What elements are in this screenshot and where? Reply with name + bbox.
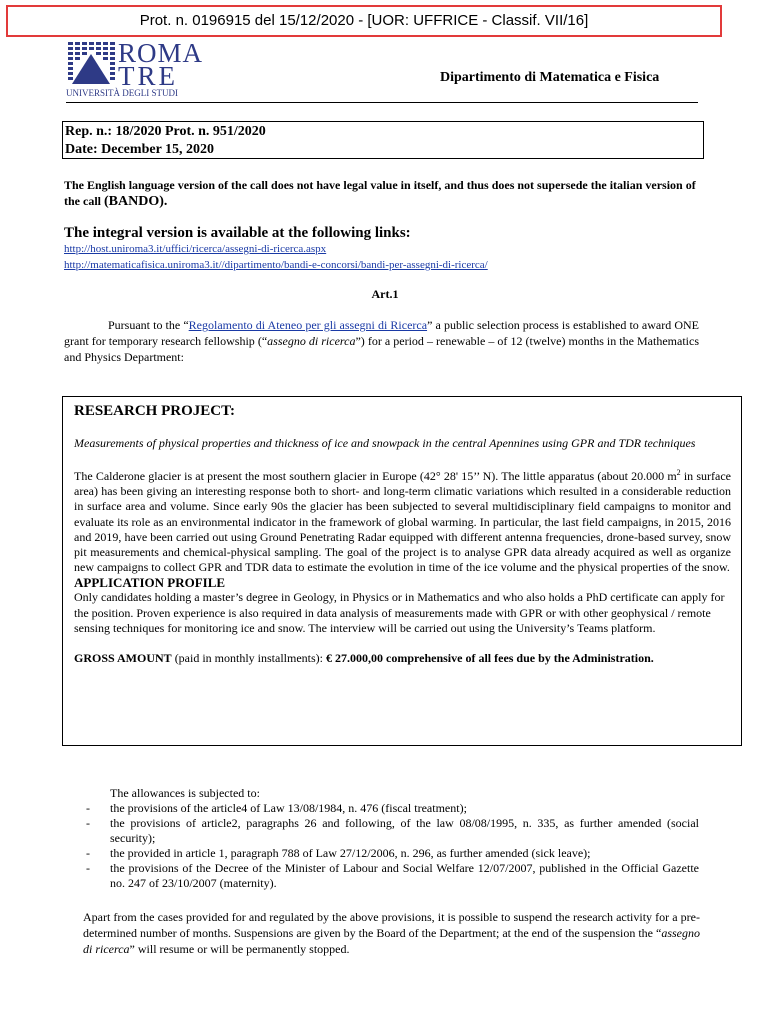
- legal-note-text: The English language version of the call does not have legal value in itself, and thus does not supersede the italian version of the call: [64, 178, 696, 208]
- integral-version-heading: The integral version is available at the following links:: [64, 225, 411, 241]
- legal-note: [64, 177, 704, 210]
- list-item: - the provided in article 1, paragraph 788 of Law 27/12/2006, n. 296, as further amended (sick leave);: [86, 846, 591, 860]
- research-body-pre: The Calderone glacier is at present the most southern glacier in Europe (42° 28' 15’’ N). The little apparatus (about 20.000 m: [74, 469, 677, 483]
- list-item: - the provisions of the Decree of the Minister of Labour and Social Welfare 12/07/2007, published in the Official Gazette no. 247 of 23/10/2007 (maternity).: [86, 861, 699, 890]
- reference-box: [62, 121, 704, 159]
- gross-value: € 27.000,00 comprehensive of all fees due by the Administration.: [326, 651, 654, 666]
- application-profile-body: Only candidates holding a master’s degree in Geology, in Physics or in Mathematics and who also holds a PhD certificate can apply for the position. Proven experience is also required in data analysis of measurements made with GPR or with other geophysical / remote sensing techniques for monitoring ice and snow. The interview will be carried out using the University’s Teams platform.: [74, 590, 725, 635]
- intro-pre: Pursuant to the “: [108, 318, 189, 332]
- legal-note-bando: (BANDO).: [104, 194, 168, 209]
- department-name: Dipartimento di Matematica e Fisica: [440, 70, 660, 85]
- intro-post: ”) for a period – renewable – of 12 (twelve) months in the Mathematics and Physics Department:: [64, 334, 699, 364]
- final-pre: Apart from the cases provided for and regulated by the above provisions, it is possible to suspend the research activity for a pre-determined number of months. Suspensions are given by the Board of the Department; at the end of the suspension the “: [83, 910, 700, 940]
- list-item-text: the provided in article 1, paragraph 788 of Law 27/12/2006, n. 296, as further amended (sick leave);: [110, 846, 591, 860]
- list-item-text: the provisions of the article4 of Law 13/08/1984, n. 476 (fiscal treatment);: [110, 801, 467, 815]
- logo-text-tre: TRE: [118, 61, 178, 91]
- final-post: ” will resume or will be permanently stopped.: [129, 942, 350, 956]
- gross-amount: [74, 650, 731, 666]
- regolamento-link[interactable]: Regolamento di Ateneo per gli assegni di Ricerca: [188, 318, 428, 332]
- rep-number: Rep. n.: 18/2020 Prot. n. 951/2020: [65, 124, 266, 139]
- list-item: - the provisions of article2, paragraphs 26 and following, of the law 08/08/1995, n. 335, as further amended (social security);: [86, 816, 699, 845]
- research-body-sup: 2: [676, 468, 681, 477]
- protocol-stamp-text: Prot. n. 0196915 del 15/12/2020 - [UOR: UFFRICE - Classif. VII/16]: [139, 12, 589, 29]
- link-dipartimento[interactable]: http://matematicafisica.uniroma3.it//dipartimento/bandi-e-concorsi/bandi-per-assegni-di-ricerca/: [64, 259, 488, 271]
- research-project-box: [62, 396, 742, 746]
- protocol-stamp: [6, 5, 722, 37]
- final-italic: assegno di ricerca: [83, 926, 700, 956]
- list-item-text: the provisions of the Decree of the Minister of Labour and Social Welfare 12/07/2007, published in the Official Gazette no. 247 of 23/10/2007 (maternity).: [110, 861, 699, 890]
- research-body-post: in surface area) has been giving an interesting response both to short- and long-term climatic variations which resulted in a considerable reduction in surface area and volume. Since early 90s the glacier has been subjected to several multidisciplinary field campaigns to monitor and evaluate its role as an environmental indicator in the framework of global warming. In particular, the last field campaigns, in 2015, 2016 and 2019, have been carried out using Ground Penetrating Radar equipped with different antenna frequencies, drone-based survey, snow pit measurements and chemical-physical sampling. The goal of the project is to analyse GPR data already acquired as well as organize new campaigns to collect GPR and TDR data to estimate the evolution in time of the ice volume and the physical properties of the snow.: [74, 469, 731, 575]
- list-item-text: the provisions of article2, paragraphs 26 and following, of the law 08/08/1995, n. 335, as further amended (social security);: [110, 816, 699, 845]
- logo-text-university: UNIVERSITÀ DEGLI STUDI: [66, 88, 178, 98]
- suspension-paragraph: [83, 909, 700, 957]
- research-title: Measurements of physical properties and thickness of ice and snowpack in the central Apennines using GPR and TDR techniques: [74, 436, 696, 450]
- intro-mid: ” a public selection process is established to award ONE grant for temporary research fellowship (“: [64, 318, 699, 348]
- research-heading: RESEARCH PROJECT:: [74, 403, 235, 419]
- link-uffici[interactable]: http://host.uniroma3.it/uffici/ricerca/assegni-di-ricerca.aspx: [64, 243, 327, 255]
- list-item: - the provisions of the article4 of Law 13/08/1984, n. 476 (fiscal treatment);: [86, 801, 467, 815]
- allowances-intro: The allowances is subjected to:: [110, 786, 260, 800]
- intro-italic: assegno di ricerca: [267, 334, 356, 348]
- allowances-list: [84, 801, 699, 891]
- header-divider: [66, 102, 698, 103]
- intro-paragraph: [64, 317, 699, 365]
- links-list: [64, 241, 488, 273]
- logo-text-roma: ROMA: [118, 38, 204, 68]
- gross-label: GROSS AMOUNT: [74, 651, 172, 666]
- rep-date: Date: December 15, 2020: [65, 142, 215, 157]
- research-body: [74, 465, 731, 575]
- application-profile-heading: APPLICATION PROFILE: [74, 575, 226, 591]
- gross-mid: (paid in monthly installments):: [171, 651, 327, 666]
- article-title: Art.1: [371, 287, 399, 301]
